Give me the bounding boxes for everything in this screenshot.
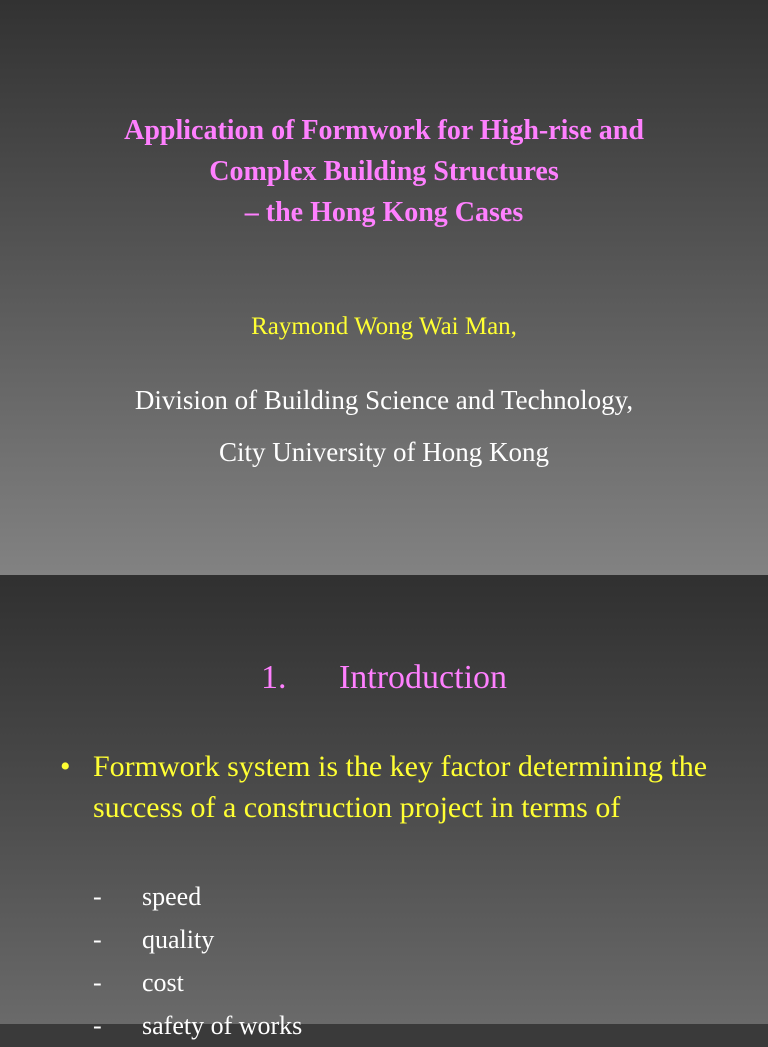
affiliation-university: City University of Hong Kong [219,437,549,467]
sub-item-text: speed [142,882,202,911]
title-line: Application of Formwork for High-rise and [124,115,644,146]
presentation-title [0,110,768,233]
affiliation-division: Division of Building Science and Technology, [134,385,634,415]
author-name: Raymond Wong Wai Man, [251,313,517,340]
title-line: Complex Building Structures [209,156,559,187]
sub-list-item [93,961,302,1004]
slide-introduction [0,575,768,1040]
bullet-icon: • [60,750,71,783]
bullet-point [60,746,740,828]
sub-list [93,875,302,1047]
sub-list-item [93,918,302,961]
dash-icon: - [93,1011,102,1040]
dash-icon: - [93,882,102,911]
sub-list-item [93,875,302,918]
sub-item-text: cost [142,968,184,997]
bullet-text: Formwork system is the key factor determining the success of a construction project in terms of [93,750,708,824]
dash-icon: - [93,925,102,954]
dash-icon: - [93,968,102,997]
section-title: Introduction [338,659,508,696]
section-number: 1. [260,659,287,696]
sub-item-text: quality [142,925,215,954]
sub-list-item [93,1004,302,1047]
title-line: – the Hong Kong Cases [244,197,524,228]
section-heading [0,658,768,698]
sub-item-text: safety of works [142,1011,303,1040]
